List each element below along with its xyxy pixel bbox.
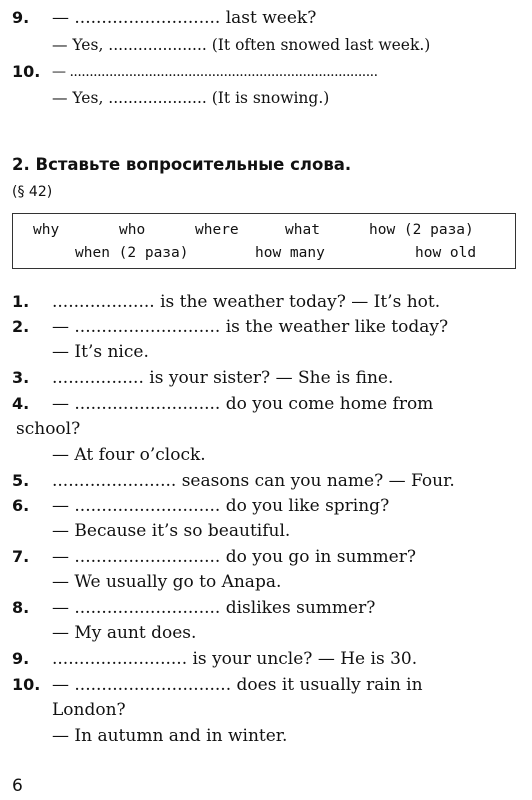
item-number: 6. [12, 496, 30, 515]
word: how old [415, 245, 477, 261]
answer-line: — We usually go to Anapa. [52, 572, 282, 592]
question-line: — ........................... do you like spring? [52, 496, 390, 516]
word: why [33, 222, 60, 238]
question-line: ................... is the weather today? — It’s hot. [52, 292, 441, 312]
item-number: 4. [12, 394, 30, 413]
item-number: 9. [12, 649, 30, 668]
question-line: — ........................... is the weather like today? [52, 317, 449, 337]
word: who [119, 222, 146, 238]
item-number: 2. [12, 317, 30, 336]
question-line: ................. is your sister? — She is fine. [52, 368, 394, 388]
answer-line: — Because it’s so beautiful. [52, 521, 291, 541]
item-number: 5. [12, 471, 30, 490]
question-line: — .............................................................................. [52, 64, 378, 80]
page-number: 6 [12, 776, 23, 796]
item-number: 7. [12, 547, 30, 566]
question-line: — ........................... do you come home from [52, 394, 434, 414]
word: how (2 раза) [369, 222, 474, 238]
answer-line: — In autumn and in winter. [52, 726, 288, 746]
word-box [12, 213, 516, 269]
item-number: 10. [12, 62, 41, 81]
question-line: ......................... is your uncle? — He is 30. [52, 649, 418, 669]
word: what [285, 222, 320, 238]
item-number: 10. [12, 675, 41, 694]
exercise-title: 2. Вставьте вопросительные слова. [12, 155, 352, 174]
question-line: — ........................... last week? [52, 8, 317, 28]
question-line: — ........................... dislikes summer? [52, 598, 376, 618]
item-number: 8. [12, 598, 30, 617]
item-number: 9. [12, 8, 30, 27]
question-line: — ........................... do you go in summer? [52, 547, 416, 567]
question-line: — ............................. does it usually rain in [52, 675, 423, 695]
item-number: 3. [12, 368, 30, 387]
answer-line: — Yes, .................... (It often snowed last week.) [52, 36, 431, 54]
answer-line: — It’s nice. [52, 342, 149, 362]
answer-line: — My aunt does. [52, 623, 197, 643]
question-line-wrap: school? [16, 419, 81, 439]
question-line: ....................... seasons can you name? — Four. [52, 471, 455, 491]
word: when (2 раза) [75, 245, 189, 261]
answer-line: — At four o’clock. [52, 445, 206, 465]
item-number: 1. [12, 292, 30, 311]
word: where [195, 222, 239, 238]
word: how many [255, 245, 325, 261]
question-line-wrap: London? [52, 700, 126, 720]
answer-line: — Yes, .................... (It is snowing.) [52, 89, 330, 107]
grammar-reference: (§ 42) [12, 184, 53, 200]
